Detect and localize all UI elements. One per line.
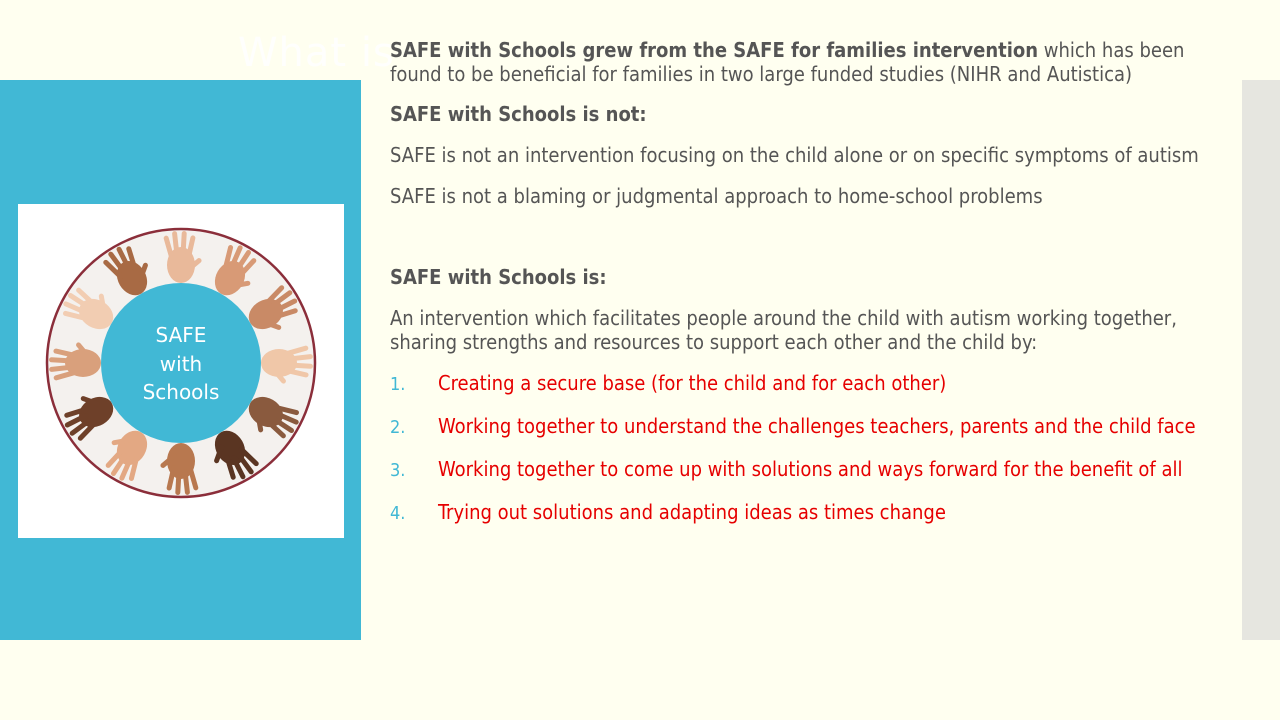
- step-text: Creating a secure base (for the child and for each other): [438, 371, 947, 395]
- is-not-point-1: SAFE is not an intervention focusing on the child alone or on specific symptoms of autism: [390, 143, 1199, 167]
- list-item: [390, 500, 1220, 526]
- intro-paragraph: [390, 38, 1220, 86]
- logo-line-2: with: [159, 352, 203, 376]
- step-text: Working together to understand the challenges teachers, parents and the child face: [438, 414, 1196, 438]
- is-heading: SAFE with Schools is:: [390, 265, 607, 289]
- hands-circle-image: [18, 204, 344, 538]
- list-item: [390, 457, 1220, 483]
- is-description: An intervention which facilitates people around the child with autism working together, sharing strengths and resources to support each other and the child by:: [390, 306, 1177, 354]
- right-side-bar: [1242, 80, 1280, 640]
- step-number: 3.: [390, 460, 406, 481]
- safe-with-schools-logo: [18, 204, 344, 538]
- steps-list: [390, 371, 1220, 526]
- slide-content: [390, 38, 1220, 543]
- intro-rest: which has been found to be beneficial for families in two large funded studies (NIHR and Autistica): [390, 38, 1185, 86]
- step-text: Working together to come up with solutions and ways forward for the benefit of all: [438, 457, 1183, 481]
- is-not-point-2: SAFE is not a blaming or judgmental approach to home-school problems: [390, 184, 1043, 208]
- step-text: Trying out solutions and adapting ideas as times change: [438, 500, 946, 524]
- list-item: [390, 371, 1220, 397]
- list-item: [390, 414, 1220, 440]
- slide-title-ghost: What is: [238, 30, 395, 76]
- step-number: 4.: [390, 503, 406, 524]
- is-not-heading: SAFE with Schools is not:: [390, 102, 647, 126]
- logo-line-3: Schools: [142, 380, 220, 404]
- intro-bold: SAFE with Schools grew from the SAFE for families intervention: [390, 38, 1039, 62]
- logo-line-1: SAFE: [155, 323, 207, 347]
- step-number: 2.: [390, 417, 406, 438]
- spacer: [390, 225, 1220, 265]
- step-number: 1.: [390, 374, 406, 395]
